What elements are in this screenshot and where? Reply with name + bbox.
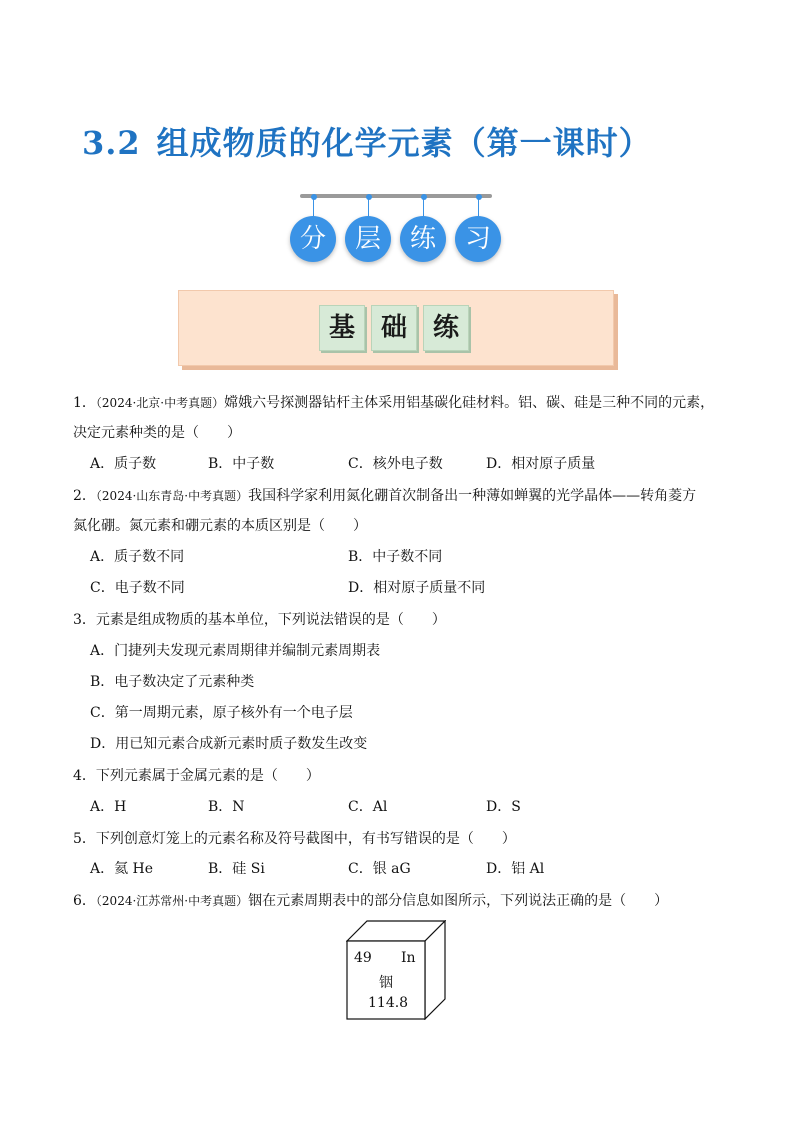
page-title [82, 118, 652, 164]
option-b: B．中子数 [208, 456, 275, 472]
option-b: B．硅 Si [208, 861, 265, 877]
option-c: C．Al [348, 799, 388, 815]
question-source: （2024·北京·中考真题） [95, 396, 225, 410]
question-6: 6．（2024·江苏常州·中考真题）铟在元素周期表中的部分信息如图所示，下列说法正确的是（ ） [73, 893, 669, 909]
option-c: C．电子数不同 [90, 580, 185, 596]
option-d: D．S [486, 799, 521, 815]
atomic-mass: 114.8 [368, 995, 409, 1011]
badge-char: 层 [345, 216, 391, 262]
element-name: 铟 [379, 975, 393, 991]
section-char: 练 [423, 305, 469, 351]
element-symbol: In [401, 950, 416, 966]
atomic-number: 49 [354, 950, 372, 966]
option-c: C．第一周期元素，原子核外有一个电子层 [90, 705, 353, 721]
option-d: D．相对原子质量 [486, 456, 596, 472]
option-a: A．门捷列夫发现元素周期律并编制元素周期表 [90, 643, 381, 659]
element-cell-figure [346, 920, 446, 1020]
option-a: A．氦 He [90, 861, 154, 877]
question-3: 3．元素是组成物质的基本单位，下列说法错误的是（ ） [73, 612, 446, 628]
section-banner [178, 290, 614, 366]
option-b: B．电子数决定了元素种类 [90, 674, 255, 690]
hook-dot [476, 194, 482, 200]
option-a: A．H [90, 799, 127, 815]
hook-dot [421, 194, 427, 200]
badge-char: 分 [290, 216, 336, 262]
question-4: 4．下列元素属于金属元素的是（ ） [73, 768, 320, 784]
hook-dot [311, 194, 317, 200]
badge-char: 练 [400, 216, 446, 262]
option-d: D．用已知元素合成新元素时质子数发生改变 [90, 736, 368, 752]
hanging-string [313, 196, 314, 218]
practice-badge [290, 194, 506, 270]
option-a: A．质子数不同 [90, 549, 185, 565]
option-c: C．核外电子数 [348, 456, 443, 472]
hanging-string [368, 196, 369, 218]
section-char: 础 [371, 305, 417, 351]
hook-dot [366, 194, 372, 200]
option-c: C．银 aG [348, 861, 411, 877]
question-source: （2024·山东青岛·中考真题） [95, 489, 249, 503]
question-source: （2024·江苏常州·中考真题） [95, 894, 249, 908]
hanging-string [423, 196, 424, 218]
question-5: 5．下列创意灯笼上的元素名称及符号截图中，有书写错误的是（ ） [73, 831, 516, 847]
question-2: 2．（2024·山东青岛·中考真题）我国科学家利用氮化硼首次制备出一种薄如蝉翼的光学晶体——转角菱方 [73, 488, 697, 504]
option-b: B．N [208, 799, 245, 815]
question-2-line-2: 氮化硼。氮元素和硼元素的本质区别是（ ） [73, 518, 367, 534]
option-d: D．相对原子质量不同 [348, 580, 486, 596]
hanging-string [478, 196, 479, 218]
option-a: A．质子数 [90, 456, 157, 472]
option-b: B．中子数不同 [348, 549, 443, 565]
question-1: 1．（2024·北京·中考真题）嫦娥六号探测器钻杆主体采用铝基碳化硅材料。铝、碳、硅是三种不同的元素， [73, 395, 715, 411]
lesson-title: 组成物质的化学元素（第一课时） [156, 124, 652, 162]
section-char: 基 [319, 305, 365, 351]
badge-char: 习 [455, 216, 501, 262]
option-d: D．铝 Al [486, 861, 545, 877]
lesson-number: 3.2 [82, 124, 141, 162]
question-1-line-2: 决定元素种类的是（ ） [73, 425, 241, 441]
